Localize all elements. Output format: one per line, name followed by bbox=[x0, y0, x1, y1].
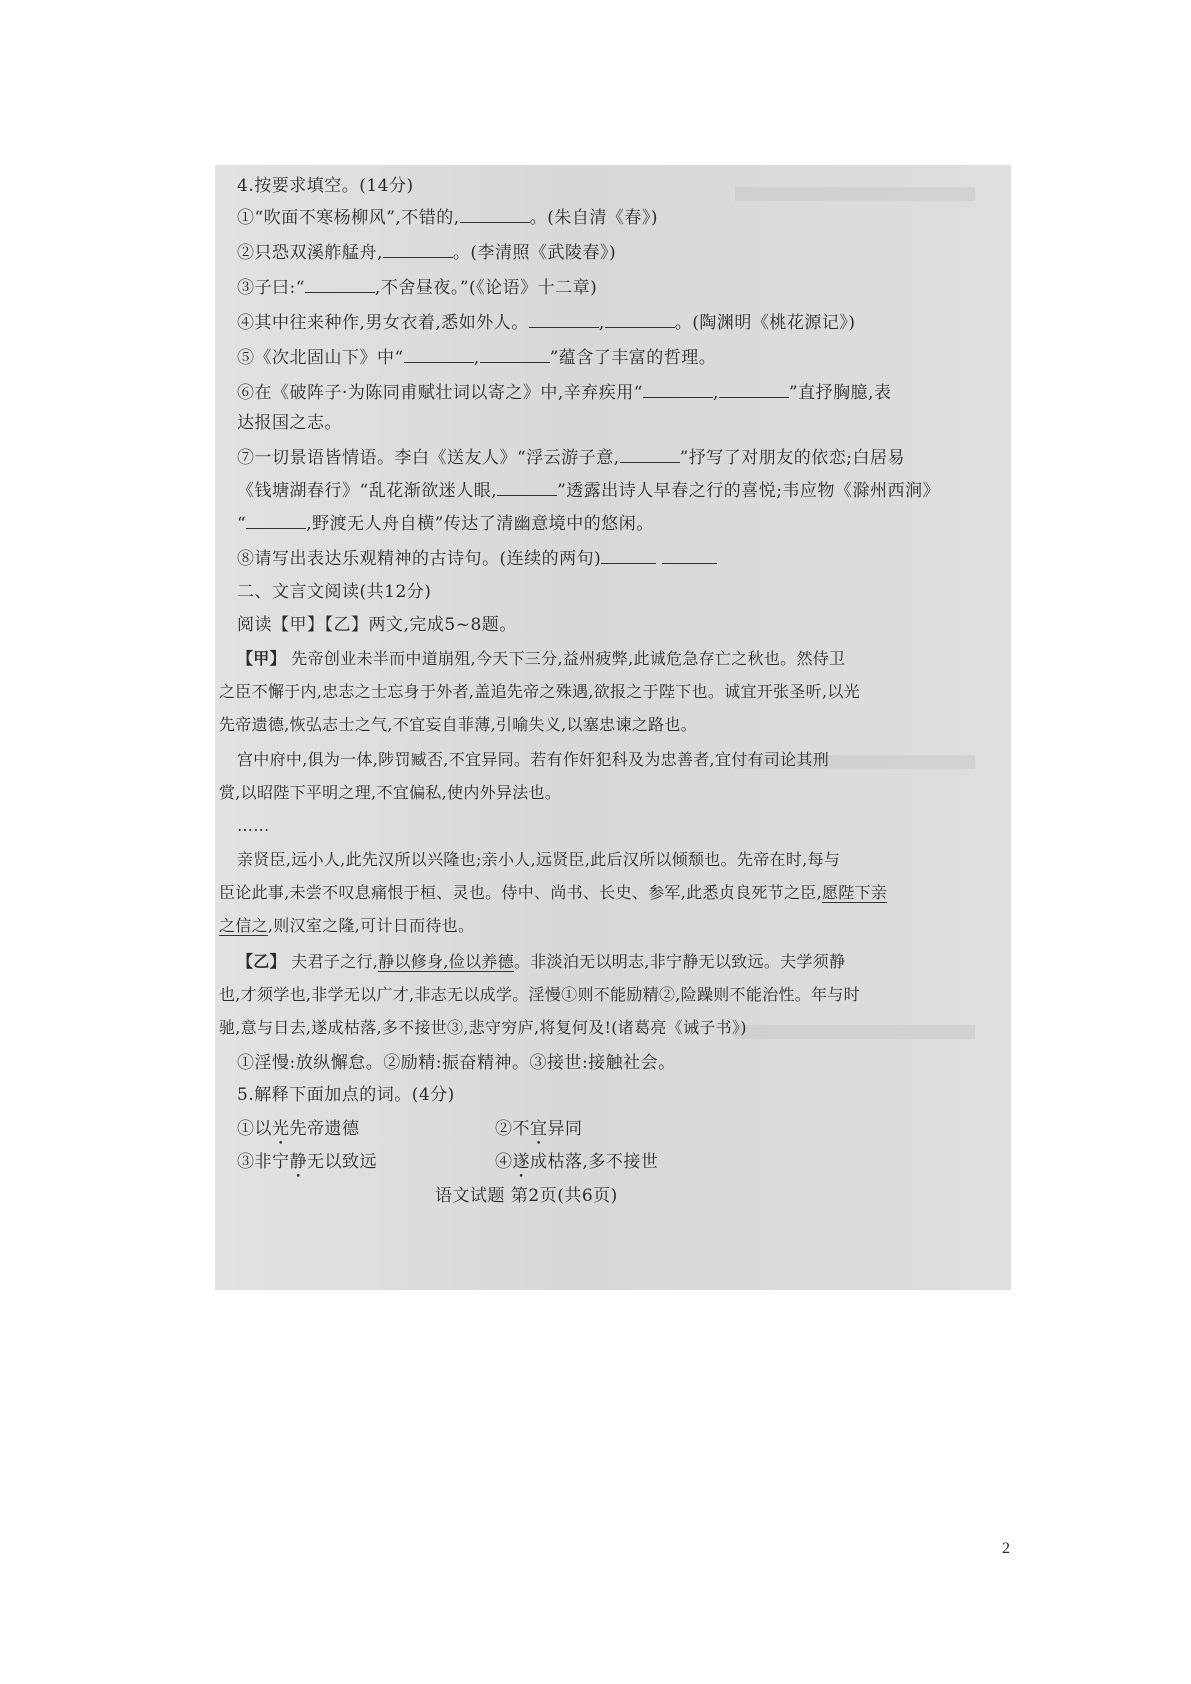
q5-item-2: ②不宜异同 bbox=[495, 1119, 583, 1139]
q5-title: 5.解释下面加点的词。(4分) bbox=[237, 1085, 455, 1105]
passage-jia-line-6: 亲贤臣,远小人,此先汉所以兴隆也;亲小人,远贤臣,此后汉所以倾颓也。先帝在时,每与 bbox=[237, 850, 841, 869]
underlined-sentence: 愿陛下亲 bbox=[821, 883, 888, 902]
passage-jia-line-1: 【甲】 先帝创业未半而中道崩殂,今天下三分,益州疲弊,此诚危急存亡之秋也。然侍卫 bbox=[237, 649, 846, 668]
q5-item-4: ④遂成枯落,多不接世 bbox=[495, 1152, 659, 1172]
q4-item-6-cont: 达报国之志。 bbox=[237, 413, 342, 433]
answer-blank bbox=[529, 313, 599, 328]
passage-yi-line-2: 也,才须学也,非学无以广才,非志无以成学。淫慢①则不能励精②,险躁则不能治性。年与时 bbox=[219, 985, 860, 1004]
answer-blank bbox=[383, 243, 453, 258]
answer-blank bbox=[404, 348, 474, 363]
passage-yi-line-1: 【乙】 夫君子之行,静以修身,俭以养德。非淡泊无以明志,非宁静无以致远。夫学须静 bbox=[237, 952, 846, 971]
q5-item-3: ③非宁静无以致远 bbox=[237, 1152, 377, 1172]
q4-item-2: ②只恐双溪舴艋舟, 。(李清照《武陵春》) bbox=[237, 243, 617, 263]
q4-item-1: ①“吹面不寒杨柳风”,不错的, 。(朱自清《春》) bbox=[237, 208, 658, 228]
q4-item-8: ⑧请写出表达乐观精神的古诗句。(连续的两句) bbox=[237, 548, 993, 570]
q4-item-6: ⑥在《破阵子·为陈同甫赋壮词以寄之》中,辛弃疾用“ , ”直抒胸臆,表 bbox=[237, 383, 892, 403]
passage-jia-line-2: 之臣不懈于内,忠志之士忘身于外者,盖追先帝之殊遇,欲报之于陛下也。诚宜开张圣听,以光 bbox=[219, 682, 860, 701]
answer-blank bbox=[605, 313, 675, 328]
passage-jia-line-4: 宫中府中,俱为一体,陟罚臧否,不宜异同。若有作奸犯科及为忠善者,宜付有司论其刑 bbox=[237, 750, 830, 769]
answer-blank bbox=[620, 448, 680, 463]
answer-blank bbox=[460, 208, 530, 223]
passage-notes: ①淫慢:放纵懈怠。②励精:振奋精神。③接世:接触社会。 bbox=[237, 1053, 676, 1073]
passage-ellipsis: …… bbox=[237, 816, 270, 835]
answer-blank bbox=[662, 549, 717, 564]
answer-blank bbox=[305, 278, 375, 293]
answer-blank bbox=[601, 549, 656, 564]
q4-item-4: ④其中往来种作,男女衣着,悉如外人。 , 。(陶渊明《桃花源记》) bbox=[237, 313, 856, 333]
q4-item-5: ⑤《次北固山下》中“ , ”蕴含了丰富的哲理。 bbox=[237, 348, 717, 368]
passage-jia-line-3: 先帝遗德,恢弘志士之气,不宜妄自菲薄,引喻失义,以塞忠谏之路也。 bbox=[219, 715, 697, 734]
answer-blank bbox=[719, 383, 789, 398]
passage-jia-line-8: 之信之,则汉室之隆,可计日而待也。 bbox=[219, 916, 475, 935]
passage-yi-line-3: 驰,意与日去,遂成枯落,多不接世③,悲守穷庐,将复何及!(诸葛亮《诫子书》) bbox=[219, 1018, 747, 1037]
underlined-phrase: 静以修身,俭以养德 bbox=[378, 952, 514, 971]
passage-jia-line-5: 赏,以昭陛下平明之理,不宜偏私,使内外异法也。 bbox=[219, 783, 562, 802]
page-footer: 语文试题 第2页(共6页) bbox=[435, 1186, 618, 1206]
answer-blank bbox=[480, 348, 550, 363]
q4-title: 4.按要求填空。(14分) bbox=[237, 176, 414, 196]
passage-jia-line-7: 臣论此事,未尝不叹息痛恨于桓、灵也。侍中、尚书、长史、参军,此悉贞良死节之臣,愿陛下亲 bbox=[219, 883, 888, 902]
section-2-intro: 阅读【甲】【乙】两文,完成5~8题。 bbox=[237, 615, 517, 635]
answer-blank bbox=[643, 383, 713, 398]
q4-item-7-line3: “ ,野渡无人舟自横”传达了清幽意境中的悠闲。 bbox=[237, 514, 654, 534]
q4-item-7-line2: 《钱塘湖春行》“乱花渐欲迷人眼, ”透露出诗人早春之行的喜悦;韦应物《滁州西涧》 bbox=[237, 481, 941, 501]
section-2-title: 二、文言文阅读(共12分) bbox=[237, 582, 432, 602]
answer-blank bbox=[246, 514, 306, 529]
underlined-sentence: 之信之 bbox=[219, 916, 268, 935]
answer-blank bbox=[497, 481, 557, 496]
q4-item-7: ⑦一切景语皆情语。李白《送友人》“浮云游子意, ”抒写了对朋友的依恋;白居易 bbox=[237, 448, 906, 468]
scanned-exam-page bbox=[215, 165, 1011, 1290]
q5-item-1: ①以光先帝遗德 bbox=[237, 1119, 360, 1139]
page-number: 2 bbox=[1002, 1540, 1010, 1557]
q4-item-3: ③子曰:“ ,不舍昼夜。”(《论语》十二章) bbox=[237, 278, 598, 298]
